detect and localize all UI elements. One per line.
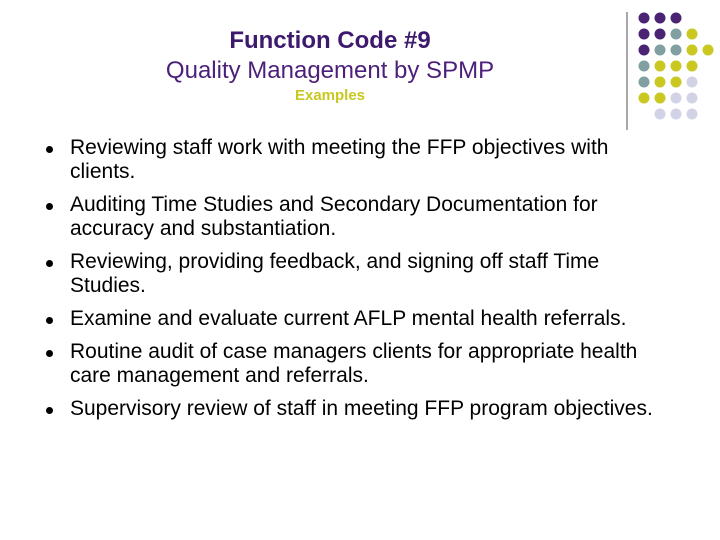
decorative-dot [639, 45, 650, 56]
slide-section-label: Examples [294, 87, 366, 104]
bullet-text: Routine audit of case managers clients for appropriate health care management and referrals. [70, 340, 638, 387]
decorative-dot [671, 45, 682, 56]
bullet-marker [46, 146, 53, 153]
decorative-dot [671, 109, 682, 120]
decorative-dot [703, 45, 714, 56]
bullet-list [46, 136, 666, 430]
bullet-text: Supervisory review of staff in meeting FFP program objectives. [70, 397, 653, 420]
bullet-item [46, 136, 666, 184]
slide-subtitle: Quality Management by SPMP [165, 57, 495, 84]
slide-title: Function Code #9 [229, 27, 431, 54]
decorative-dot [671, 29, 682, 40]
decorative-dot [655, 61, 666, 72]
decorative-dot [687, 77, 698, 88]
decorative-dot [639, 77, 650, 88]
bullet-marker [46, 350, 53, 357]
bullet-marker [46, 407, 53, 414]
bullet-item [46, 307, 666, 331]
decorative-dot [671, 61, 682, 72]
bullet-text: Reviewing staff work with meeting the FFP objectives with clients. [70, 136, 609, 183]
bullet-item [46, 340, 666, 388]
bullet-item [46, 250, 666, 298]
decorative-dot [639, 61, 650, 72]
decorative-dot [639, 29, 650, 40]
bullet-marker [46, 317, 53, 324]
decorative-dot [655, 109, 666, 120]
decorative-dot [655, 77, 666, 88]
decorative-dot [639, 13, 650, 24]
decorative-dot [671, 93, 682, 104]
decorative-dot-grid [0, 0, 720, 140]
bullet-text: Auditing Time Studies and Secondary Documentation for accuracy and substantiation. [70, 193, 598, 240]
decorative-dot [687, 93, 698, 104]
bullet-text: Reviewing, providing feedback, and signing off staff Time Studies. [70, 250, 600, 297]
decorative-dot [687, 61, 698, 72]
decorative-dot [687, 109, 698, 120]
decorative-dot [655, 45, 666, 56]
bullet-item [46, 397, 666, 421]
decorative-dot [671, 77, 682, 88]
decorative-dot [687, 29, 698, 40]
decorative-dot [655, 13, 666, 24]
bullet-item [46, 193, 666, 241]
decorative-dot [639, 93, 650, 104]
decorative-dot [655, 29, 666, 40]
decorative-dot [671, 13, 682, 24]
decorative-dot [655, 93, 666, 104]
bullet-marker [46, 260, 53, 267]
bullet-marker [46, 203, 53, 210]
decorative-dot [687, 45, 698, 56]
bullet-text: Examine and evaluate current AFLP mental health referrals. [70, 307, 627, 330]
